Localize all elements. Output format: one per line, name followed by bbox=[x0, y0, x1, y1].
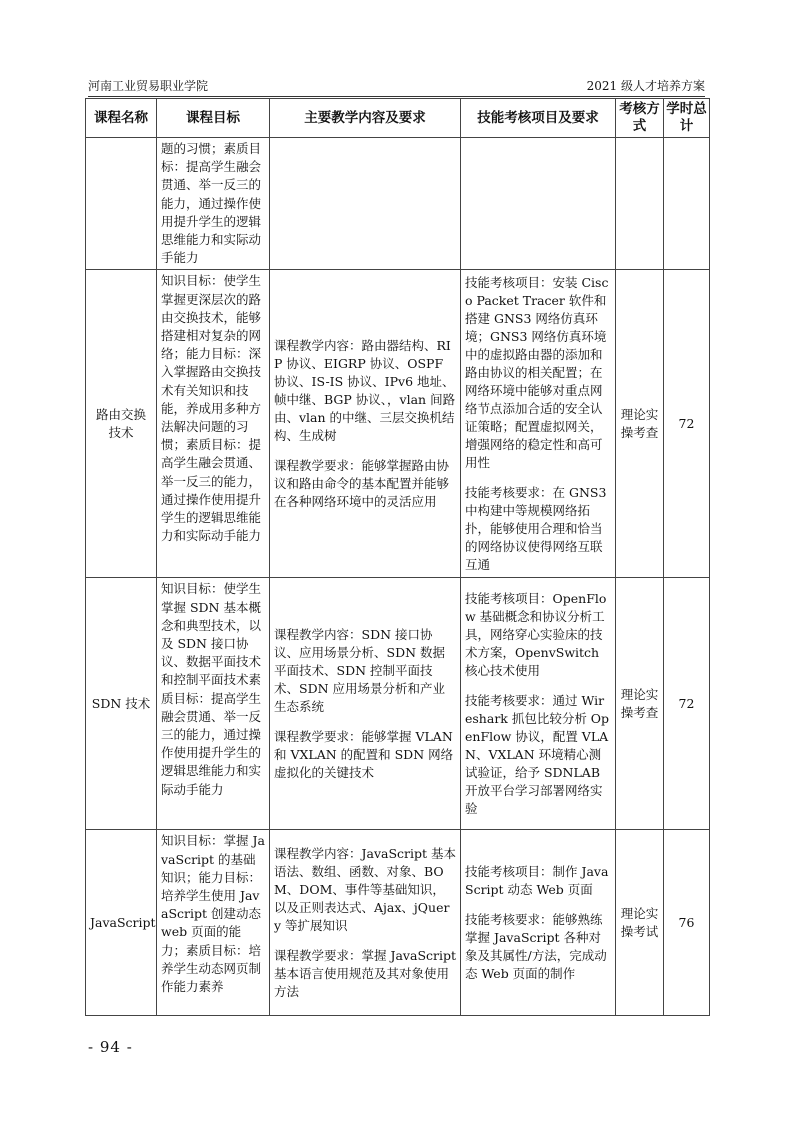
course-goal-cell: 题的习惯；素质目标：提高学生融会贯通、举一反三的能力，通过操作使用提升学生的逻辑思维能力和实际动手能力 bbox=[157, 138, 270, 270]
header-skill-assessment: 技能考核项目及要求 bbox=[461, 99, 616, 138]
requirement-text: 课程教学要求：掌握 JavaScript 基本语言使用规范及其对象使用方法 bbox=[274, 947, 457, 999]
course-name-cell: 路由交换技术 bbox=[86, 270, 157, 578]
page-header bbox=[88, 78, 705, 97]
total-hours-cell: 72 bbox=[664, 578, 710, 830]
total-hours-cell bbox=[664, 138, 710, 270]
content-text: 课程教学内容：SDN 接口协议、应用场景分析、SDN 数据平面技术、SDN 控制平面技术、SDN 应用场景分析和产业生态系统 bbox=[274, 626, 445, 714]
course-goal-cell: 知识目标：掌握 JavaScript 的基础知识；能力目标：培养学生使用 JavaScript 创建动态 web 页面的能力；素质目标：培养学生动态网页制作能力素养 bbox=[157, 830, 270, 1016]
course-goal-cell: 知识目标：使学生掌握更深层次的路由交换技术，能够搭建相对复杂的网络；能力目标：深入掌握路由交换技术有关知识和技能，养成用多种方法解决问题的习惯；素质目标：提高学生融会贯通、举一反三的能力，通过操作使用提升学生的逻辑思维能力和实际动手能力 bbox=[157, 270, 270, 578]
assessment-method-cell bbox=[616, 138, 664, 270]
page-number: - 94 - bbox=[88, 1038, 133, 1056]
course-name-cell: SDN 技术 bbox=[86, 578, 157, 830]
header-course-content: 主要教学内容及要求 bbox=[270, 99, 461, 138]
institution-name: 河南工业贸易职业学院 bbox=[88, 79, 209, 93]
total-hours-cell: 72 bbox=[664, 270, 710, 578]
course-goal-cell: 知识目标：使学生掌握 SDN 基本概念和典型技术，以及 SDN 接口协议、数据平面技术和控制平面技术素质目标：提高学生融会贯通、举一反三的能力，通过操作使用提升学生的逻辑思维能力和实际动手能力 bbox=[157, 578, 270, 830]
table-row bbox=[86, 138, 710, 270]
skill-project-text: 技能考核项目：安装 Cisco Packet Tracer 软件和搭建 GNS3 网络仿真环境；GNS3 网络仿真环境中的虚拟路由器的添加和路由协议的相关配置；在网络环境中能够对重点网络节点添加合适的安全认证策略；配置虚拟网关，增强网络的稳定性和高可用性 bbox=[465, 274, 609, 470]
requirement-text: 课程教学要求：能够掌握路由协议和路由命令的基本配置并能够在各种网络环境中的灵活应用 bbox=[274, 457, 450, 509]
skill-cell bbox=[461, 138, 616, 270]
course-name-cell: JavaScript bbox=[86, 830, 157, 1016]
assessment-method-cell: 理论实操考试 bbox=[616, 830, 664, 1016]
total-hours-cell: 76 bbox=[664, 830, 710, 1016]
requirement-text: 课程教学要求：能够掌握 VLAN 和 VXLAN 的配置和 SDN 网络虚拟化的关键技术 bbox=[274, 728, 454, 780]
skill-cell bbox=[461, 578, 616, 830]
course-content-cell bbox=[270, 578, 461, 830]
content-text: 课程教学内容：路由器结构、RIP 协议、EIGRP 协议、OSPF 协议、IS-IS 协议、IPv6 地址、帧中继、BGP 协议、，vlan 间路由、vlan 的中继、三层交换机结构、生成树 bbox=[274, 337, 456, 443]
plan-title: 2021 级人才培养方案 bbox=[586, 79, 705, 93]
curriculum-table bbox=[85, 98, 710, 1016]
course-content-cell bbox=[270, 138, 461, 270]
course-content-cell bbox=[270, 270, 461, 578]
skill-project-text: 技能考核项目：OpenFlow 基础概念和协议分析工具，网络穿心实验床的技术方案，OpenvSwitch 核心技术使用 bbox=[465, 590, 607, 678]
table-row bbox=[86, 270, 710, 578]
skill-requirement-text: 技能考核要求：能够熟练掌握 JavaScript 各种对象及其属性/方法，完成动态 Web 页面的制作 bbox=[465, 911, 607, 981]
header-course-goal: 课程目标 bbox=[157, 99, 270, 138]
table-row bbox=[86, 578, 710, 830]
skill-requirement-text: 技能考核要求：在 GNS3 中构建中等规模网络拓扑，能够使用合理和恰当的网络协议使得网络互联互通 bbox=[465, 484, 607, 572]
skill-project-text: 技能考核项目：制作 JavaScript 动态 Web 页面 bbox=[465, 863, 609, 897]
header-course-name: 课程名称 bbox=[86, 99, 157, 138]
table-header-row bbox=[86, 99, 710, 138]
table-row bbox=[86, 830, 710, 1016]
skill-cell bbox=[461, 830, 616, 1016]
skill-cell bbox=[461, 270, 616, 578]
skill-requirement-text: 技能考核要求：通过 Wireshark 抓包比较分析 OpenFlow 协议，配置 VLAN、VXLAN 环境精心测试验证，给予 SDNLAB 开放平台学习部署网络实验 bbox=[465, 692, 610, 816]
header-total-hours: 学时总计 bbox=[664, 99, 710, 138]
course-name-cell bbox=[86, 138, 157, 270]
content-text: 课程教学内容：JavaScript 基本语法、数组、函数、对象、BOM、DOM、事件等基础知识，以及正则表达式、Ajax、jQuery 等扩展知识 bbox=[274, 845, 457, 933]
assessment-method-cell: 理论实操考查 bbox=[616, 270, 664, 578]
assessment-method-cell: 理论实操考查 bbox=[616, 578, 664, 830]
header-assessment-method: 考核方式 bbox=[616, 99, 664, 138]
course-content-cell bbox=[270, 830, 461, 1016]
